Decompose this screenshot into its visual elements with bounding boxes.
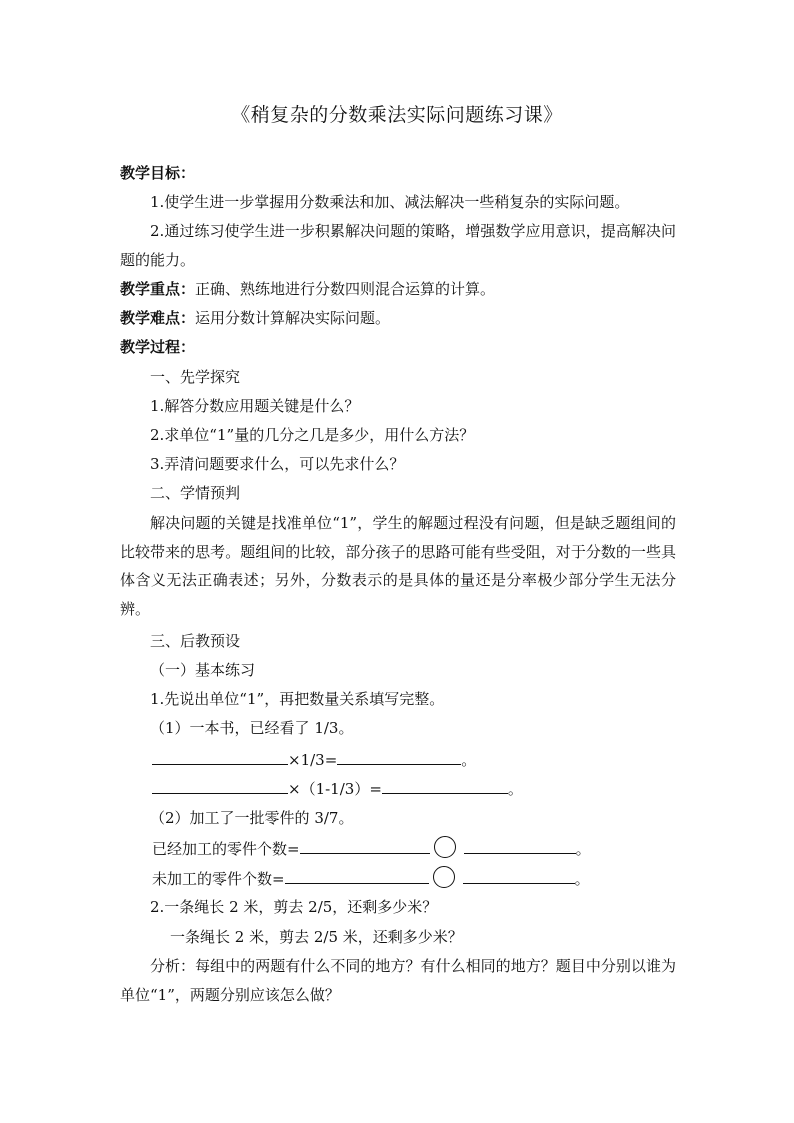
exercise-1-intro: 1.先说出单位“1”，再把数量关系填写完整。 <box>150 690 445 708</box>
period: 。 <box>574 870 590 888</box>
answer-blank[interactable] <box>464 838 576 854</box>
exercise-2-a: 2.一条绳长 2 米，剪去 2/5，还剩多少米？ <box>150 898 438 916</box>
document-title: 《稍复杂的分数乘法实际问题练习课》 <box>231 104 563 126</box>
period: 。 <box>461 751 477 769</box>
key-point-text: 正确、熟练地进行分数四则混合运算的计算。 <box>195 280 496 298</box>
answer-blank[interactable] <box>300 838 430 854</box>
operator-circle[interactable] <box>434 836 456 858</box>
exercise-1-part-2: （2）加工了一批零件的 3/7。 <box>150 809 354 827</box>
answer-blank[interactable] <box>285 868 429 884</box>
key-point-label: 教学重点： <box>120 280 196 298</box>
exercise-1-formula-a <box>152 749 712 770</box>
section-3-heading: 三、后教预设 <box>150 632 241 650</box>
period: 。 <box>575 840 591 858</box>
formula-b-text: ×（1-1/3）= <box>288 780 382 798</box>
process-heading: 教学过程： <box>120 338 196 356</box>
period: 。 <box>507 780 523 798</box>
objectives-heading: 教学目标： <box>120 164 196 182</box>
question-1: 1.解答分数应用题关键是什么？ <box>150 397 360 415</box>
exercise-1-part-1: （1）一本书，已经看了 1/3。 <box>150 719 354 737</box>
done-label: 已经加工的零件个数= <box>152 840 300 858</box>
question-3: 3.弄清问题要求什么，可以先求什么？ <box>150 455 405 473</box>
subsection-basic-practice: （一）基本练习 <box>150 661 256 679</box>
difficulty <box>120 308 680 328</box>
key-point <box>120 279 680 299</box>
answer-blank[interactable] <box>463 868 575 884</box>
exercise-1-formula-b <box>152 778 712 799</box>
exercise-1-undone-row <box>152 868 712 891</box>
difficulty-label: 教学难点： <box>120 309 196 327</box>
undone-label: 未加工的零件个数= <box>152 870 285 888</box>
objective-1: 1.使学生进一步掌握用分数乘法和加、减法解决一些稍复杂的实际问题。 <box>150 193 630 211</box>
exercise-1-done-row <box>152 838 712 861</box>
answer-blank[interactable] <box>337 749 461 765</box>
answer-blank[interactable] <box>382 778 508 794</box>
answer-blank[interactable] <box>152 778 288 794</box>
exercise-2-b: 一条绳长 2 米，剪去 2/5 米，还剩多少米？ <box>170 928 463 946</box>
section-2-heading: 二、学情预判 <box>150 484 241 502</box>
answer-blank[interactable] <box>152 749 288 765</box>
operator-circle[interactable] <box>433 866 455 888</box>
analysis-paragraph: 解决问题的关键是找准单位“1”，学生的解题过程没有问题，但是缺乏题组间的比较带来的思考。题组间的比较，部分孩子的思路可能有些受阻，对于分数的一些具体含义无法正确表述；另外，分数表示的是具体的量还是分率极少部分学生无法分辨。 <box>120 514 676 618</box>
analysis-2-paragraph: 分析：每组中的两题有什么不同的地方？有什么相同的地方？题目中分别以谁为单位“1”，两题分别应该怎么做？ <box>120 957 676 1004</box>
difficulty-text: 运用分数计算解决实际问题。 <box>195 309 391 327</box>
section-1-heading: 一、先学探究 <box>150 368 241 386</box>
formula-a-text: ×1/3= <box>288 751 338 769</box>
objective-2: 2.通过练习使学生进一步积累解决问题的策略，增强数学应用意识，提高解决问题的能力。 <box>120 222 676 269</box>
question-2: 2.求单位“1”量的几分之几是多少，用什么方法？ <box>150 426 475 444</box>
